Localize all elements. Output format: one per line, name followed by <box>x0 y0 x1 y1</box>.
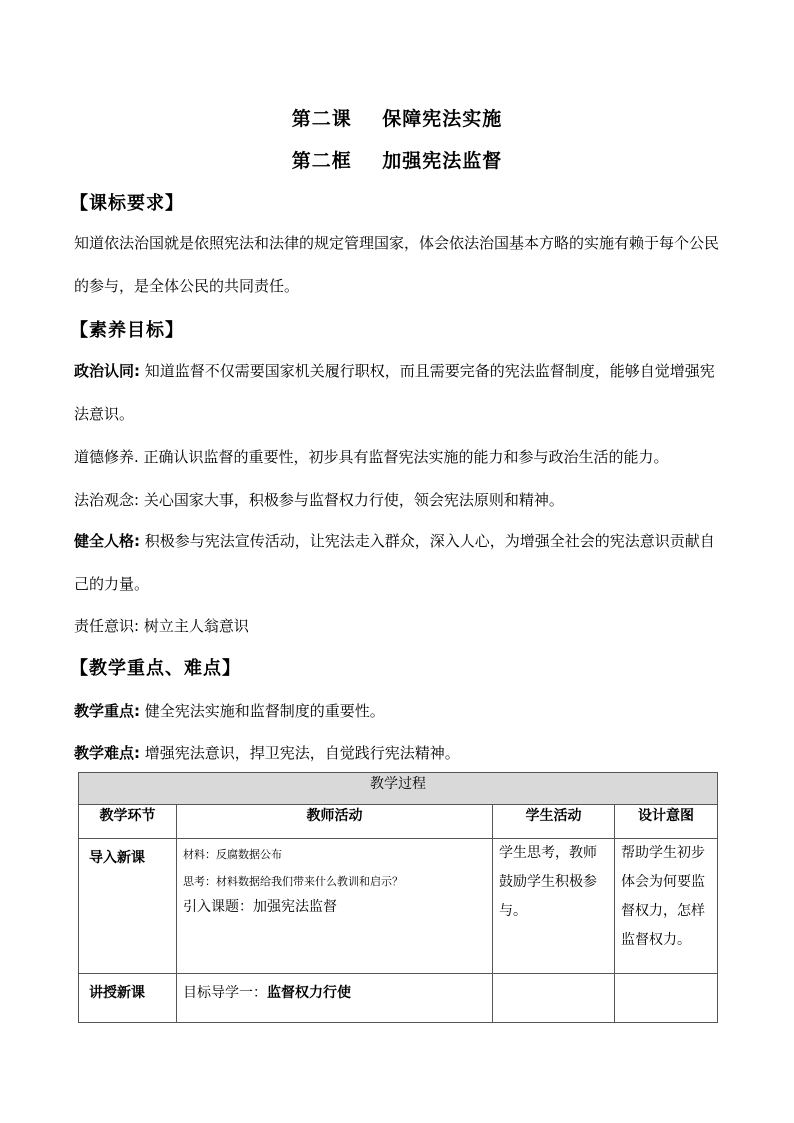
table-row <box>79 839 718 974</box>
table-header-row <box>79 805 718 839</box>
table-caption-row <box>79 773 718 805</box>
section-cell: 讲授新课 <box>79 974 177 1023</box>
literacy-heading: 【素养目标】 <box>70 320 184 341</box>
column-header: 学生活动 <box>493 805 615 839</box>
item-text: 树立主人翁意识 <box>139 617 249 635</box>
teaching-focus <box>74 690 724 733</box>
literacy-item-law <box>74 479 724 522</box>
difficulty-text: 增强宪法意识，捍卫宪法，自觉践行宪法精神。 <box>140 744 460 762</box>
item-label: 道德修养. <box>74 448 139 466</box>
lesson-title: 第二课 保障宪法实施 <box>291 108 503 130</box>
student-activity-cell: 学生思考，教师鼓励学生积极参与。 <box>493 839 615 974</box>
item-label: 责任意识: <box>74 617 140 635</box>
teacher-line: 思考：材料数据给我们带来什么教训和启示？ <box>183 875 403 888</box>
item-label: 健全人格: <box>74 532 140 550</box>
literacy-item-responsibility <box>74 605 724 648</box>
teacher-line: 材料：反腐数据公布 <box>183 848 282 861</box>
focus-label: 教学重点: <box>74 702 140 720</box>
teacher-line: 引入课题：加强宪法监督 <box>183 899 337 915</box>
key-points-heading: 【教学重点、难点】 <box>70 658 241 679</box>
literacy-item-political <box>74 350 724 436</box>
column-header: 设计意图 <box>615 805 718 839</box>
item-label: 法治观念: <box>74 491 140 509</box>
curriculum-heading: 【课标要求】 <box>70 193 184 214</box>
student-activity-cell <box>493 974 615 1023</box>
teacher-prefix: 目标导学一： <box>183 985 267 1001</box>
table-row <box>79 974 718 1023</box>
literacy-item-moral <box>74 436 724 479</box>
section-title: 第二框 加强宪法监督 <box>291 150 503 172</box>
difficulty-label: 教学难点: <box>74 744 140 762</box>
design-intent-cell <box>615 974 718 1023</box>
column-header: 教师活动 <box>177 805 493 839</box>
teacher-activity-cell <box>177 974 493 1023</box>
section-cell: 导入新课 <box>79 839 177 974</box>
item-text: 关心国家大事，积极参与监督权力行使，领会宪法原则和精神。 <box>139 491 564 509</box>
teacher-goal: 监督权力行使 <box>267 985 351 1001</box>
column-header: 教学环节 <box>79 805 177 839</box>
curriculum-text: 知道依法治国就是依照宪法和法律的规定管理国家，体会依法治国基本方略的实施有赖于每个公民的参与，是全体公民的共同责任。 <box>74 234 720 295</box>
teaching-process-table <box>78 772 718 1023</box>
literacy-item-personality <box>74 520 724 606</box>
teacher-activity-cell <box>177 839 493 974</box>
item-text: 知道监督不仅需要国家机关履行职权，而且需要完备的宪法监督制度，能够自觉增强宪法意识。 <box>74 362 715 423</box>
design-intent-cell: 帮助学生初步体会为何要监督权力，怎样监督权力。 <box>615 839 718 974</box>
teaching-difficulty <box>74 732 724 775</box>
item-text: 积极参与宪法宣传活动，让宪法走入群众，深入人心，为增强全社会的宪法意识贡献自己的力量。 <box>74 532 715 593</box>
focus-text: 健全宪法实施和监督制度的重要性。 <box>140 702 385 720</box>
item-label: 政治认同: <box>74 362 140 380</box>
item-text: 正确认识监督的重要性，初步具有监督宪法实施的能力和参与政治生活的能力。 <box>138 448 669 466</box>
table-caption: 教学过程 <box>79 773 718 805</box>
